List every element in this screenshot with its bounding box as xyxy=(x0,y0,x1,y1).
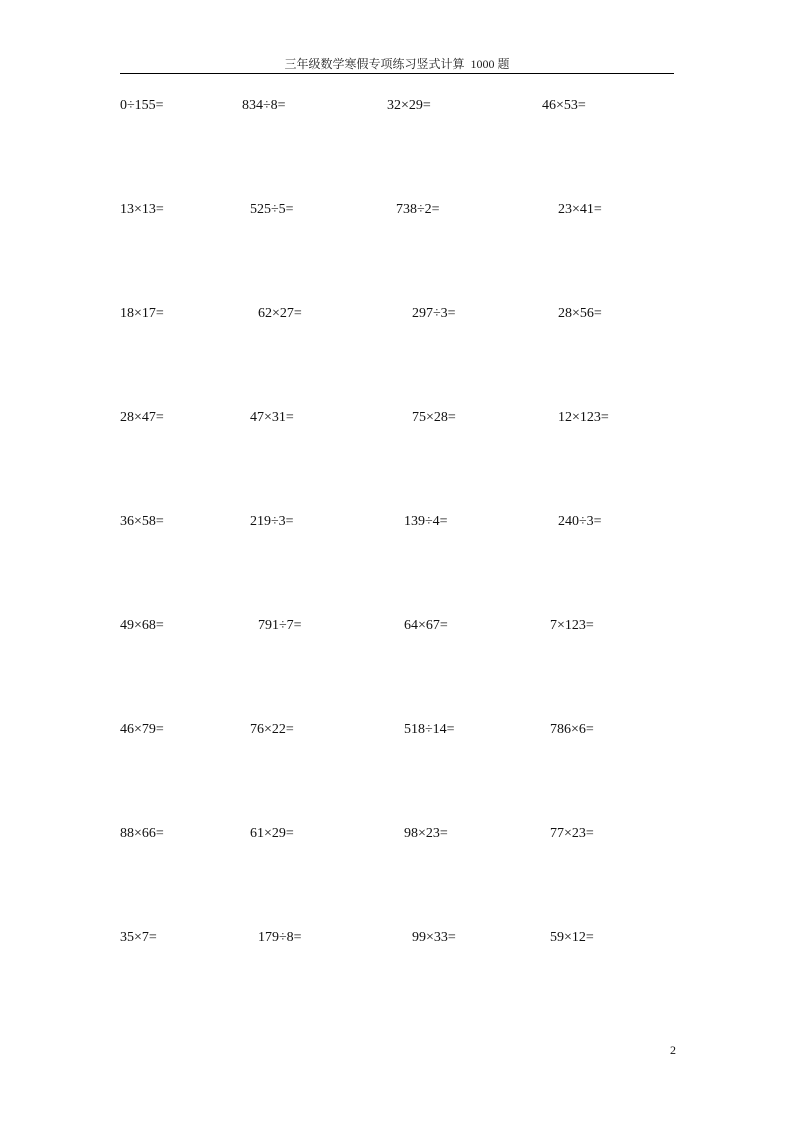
problem: 23×41= xyxy=(558,202,602,217)
problem-row xyxy=(0,201,794,221)
problem: 28×47= xyxy=(120,410,164,425)
problem: 7×123= xyxy=(550,618,594,633)
problem: 75×28= xyxy=(412,410,456,425)
problem: 64×67= xyxy=(404,618,448,633)
problem: 179÷8= xyxy=(258,930,302,945)
problem: 738÷2= xyxy=(396,202,440,217)
problem: 76×22= xyxy=(250,722,294,737)
problem: 47×31= xyxy=(250,410,294,425)
problem: 49×68= xyxy=(120,618,164,633)
problem-row xyxy=(0,97,794,117)
problem: 46×53= xyxy=(542,98,586,113)
header-divider xyxy=(120,73,674,74)
problem: 88×66= xyxy=(120,826,164,841)
problem: 786×6= xyxy=(550,722,594,737)
problem: 791÷7= xyxy=(258,618,302,633)
problem: 61×29= xyxy=(250,826,294,841)
problem: 35×7= xyxy=(120,930,157,945)
page-header-title: 三年级数学寒假专项练习竖式计算 1000 题 xyxy=(284,57,510,71)
problem: 62×27= xyxy=(258,306,302,321)
problem-row xyxy=(0,409,794,429)
problem-row xyxy=(0,617,794,637)
problem: 18×17= xyxy=(120,306,164,321)
problem: 36×58= xyxy=(120,514,164,529)
problem: 77×23= xyxy=(550,826,594,841)
problem: 98×23= xyxy=(404,826,448,841)
problem: 139÷4= xyxy=(404,514,448,529)
problem-row xyxy=(0,305,794,325)
problem-row xyxy=(0,929,794,949)
problem: 13×13= xyxy=(120,202,164,217)
problem: 99×33= xyxy=(412,930,456,945)
problem-row xyxy=(0,721,794,741)
problem-row xyxy=(0,825,794,845)
problem: 518÷14= xyxy=(404,722,455,737)
problem: 46×79= xyxy=(120,722,164,737)
problem-row xyxy=(0,513,794,533)
problem: 525÷5= xyxy=(250,202,294,217)
problem: 12×123= xyxy=(558,410,609,425)
problem: 297÷3= xyxy=(412,306,456,321)
problem: 28×56= xyxy=(558,306,602,321)
problem: 240÷3= xyxy=(558,514,602,529)
page-number: 2 xyxy=(670,1043,676,1057)
problem: 219÷3= xyxy=(250,514,294,529)
problem: 0÷155= xyxy=(120,98,164,113)
problem: 59×12= xyxy=(550,930,594,945)
problem: 834÷8= xyxy=(242,98,286,113)
problem: 32×29= xyxy=(387,98,431,113)
